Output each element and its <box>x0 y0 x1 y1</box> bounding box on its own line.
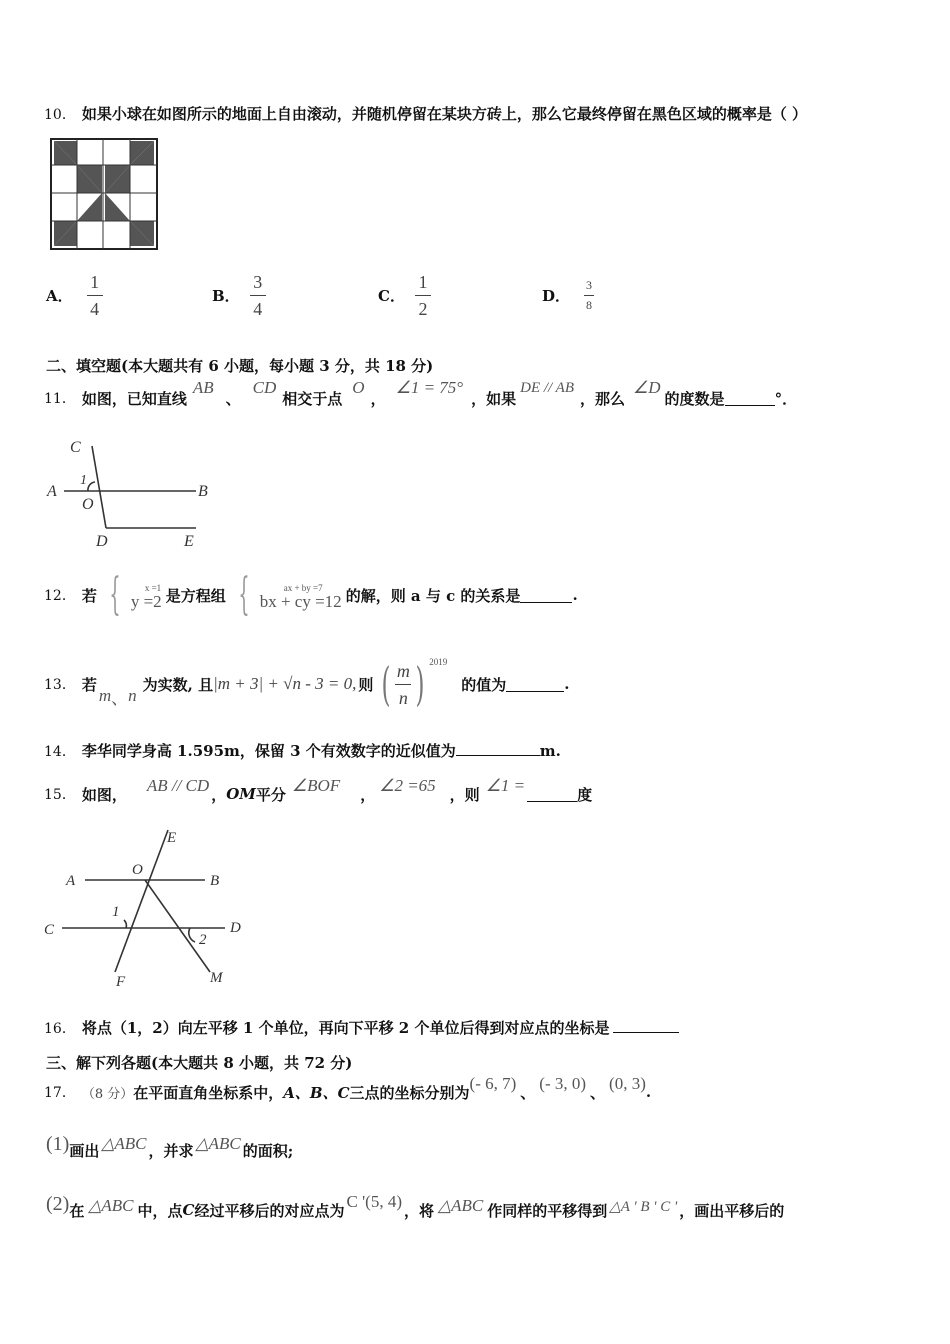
q11-label-c: C <box>70 439 81 456</box>
q13-stem <box>44 656 570 712</box>
q11-stem <box>44 380 797 416</box>
option-b-numerator: 3 <box>253 271 263 292</box>
q17-part2-triangle-1: △ABC <box>88 1196 134 1215</box>
q10-text: 如果小球在如图所示的地面上自由滚动，并随机停留在某块方砖上，那么它最终停留在黑色区域的概率是（ ） <box>81 105 808 123</box>
q17-part2-text-2: 中，点 <box>137 1201 183 1220</box>
q13-fraction-num: m <box>396 660 410 681</box>
q17-part-1 <box>46 1132 293 1168</box>
q15-math-angle2: ∠2 =65 <box>379 776 436 795</box>
section-3-title: 三、解下列各题(本大题共 8 小题，共 72 分) <box>46 1054 353 1072</box>
q11-label-b: B <box>198 483 208 500</box>
q12-text-3: 的解，则 a 与 c 的关系是 <box>345 586 521 605</box>
q15-label-f: F <box>116 974 126 990</box>
option-a-numerator: 1 <box>90 271 100 292</box>
q13-math-sep: 、 <box>111 688 129 708</box>
q15-label-b: B <box>210 873 220 889</box>
q12-sys2-bottom: bx + cy =12 <box>259 592 342 611</box>
q16-answer-blank[interactable] <box>613 1018 679 1033</box>
q11-math-ab: AB <box>192 378 214 397</box>
q11-label-a: A <box>47 483 57 500</box>
option-d-numerator: 3 <box>586 277 593 292</box>
q10-option-a[interactable] <box>46 270 103 320</box>
q17-text-3: . <box>645 1083 652 1101</box>
q12-text-2: 是方程组 <box>165 586 226 605</box>
q13-text-4: 的值为 <box>461 675 507 694</box>
q13-math-expression: |m + 3| + √n - 3 = 0, <box>213 674 357 693</box>
q11-label-d: D <box>96 533 108 550</box>
option-c-numerator: 1 <box>418 271 428 292</box>
q17-text-2: 三点的坐标分别为 <box>349 1083 470 1102</box>
q13-exponent: 2019 <box>429 657 448 667</box>
q15-text-4: ， <box>360 785 376 804</box>
q11-text-2: 、 <box>225 389 241 408</box>
q17-part2-text-1: 在 <box>69 1201 85 1220</box>
q13-text-3: 则 <box>358 675 374 694</box>
q11-text-4: ， <box>370 389 386 408</box>
q17-number: 17． <box>44 1085 76 1101</box>
q17-score: （8 分） <box>81 1086 134 1102</box>
q15-math-angle1: ∠1 = <box>485 776 526 795</box>
q13-text-2: 为实数, 且 <box>142 675 214 694</box>
q15-label-2: 2 <box>199 932 207 948</box>
q11-number: 11． <box>44 391 76 407</box>
q15-label-1: 1 <box>112 904 120 920</box>
q13-math-n: n <box>128 686 137 705</box>
section-2-title: 二、填空题(本大题共有 6 小题，每小题 3 分，共 18 分) <box>46 357 434 375</box>
q16-stem <box>44 1017 679 1038</box>
q12-sys1-top: x =1 <box>144 583 162 593</box>
option-a-fraction <box>87 272 103 319</box>
q17-part2-mark: (2) <box>46 1192 70 1215</box>
q13-answer-blank[interactable] <box>506 677 564 692</box>
q13-power-expression: ( $\frac{m}{n}$ ) 2019 <box>381 657 448 711</box>
q17-part1-mark: (1) <box>46 1132 70 1155</box>
q17-part2-text-6: ，画出平移后的 <box>679 1201 785 1220</box>
q14-text: 李华同学身高 1.595m，保留 3 个有效数字的近似值为 <box>81 742 456 760</box>
q11-math-cd: CD <box>252 378 277 397</box>
q15-label-a: A <box>66 873 76 889</box>
q17-part2-text-5: 作同样的平移得到 <box>487 1201 608 1220</box>
q10-stem <box>44 103 807 124</box>
q15-math-angle-bof: ∠BOF <box>291 776 341 795</box>
q13-text-1: 若 <box>81 675 97 694</box>
q12-system-1: { x =1 y =2 <box>109 569 162 620</box>
q15-text-1: 如图， <box>81 785 127 804</box>
q17-part1-text-1: 画出 <box>69 1141 100 1160</box>
q17-coord-a: (- 6, 7) <box>469 1074 517 1093</box>
q10-option-c[interactable] <box>378 270 431 320</box>
q15-math-parallel: AB // CD <box>146 776 210 795</box>
q16-text: 将点（1，2）向左平移 1 个单位，再向下平移 2 个单位后得到对应点的坐标是 <box>81 1019 610 1037</box>
q11-math-parallel: DE // AB <box>520 379 574 396</box>
q15-number: 15． <box>44 787 76 803</box>
q11-math-angle1: ∠1 = 75° <box>395 378 464 397</box>
q15-answer-blank[interactable] <box>527 787 577 802</box>
q11-text-5: ，如果 <box>471 389 517 408</box>
q15-text-6: 度 <box>577 785 593 804</box>
q11-math-o: O <box>352 378 365 397</box>
q13-fraction-den: n <box>398 687 408 708</box>
q11-answer-blank[interactable] <box>725 391 775 406</box>
q10-number: 10． <box>44 107 76 123</box>
q12-sys2-top: ax + by =7 <box>283 583 323 593</box>
option-b-denominator: 4 <box>253 298 263 319</box>
q17-part1-text-2: ，并求 <box>148 1141 194 1160</box>
q11-label-e: E <box>184 533 194 550</box>
q14-unit: m. <box>539 742 561 760</box>
q15-label-o: O <box>132 862 143 878</box>
q15-text-3: 平分 <box>255 785 286 804</box>
option-d-denominator: 8 <box>586 297 593 312</box>
q15-label-c: C <box>44 922 55 938</box>
q16-number: 16． <box>44 1021 76 1037</box>
q11-text-1: 如图，已知直线 <box>81 389 187 408</box>
q15-text-2: ， <box>211 785 227 804</box>
q15-label-m: M <box>210 970 223 986</box>
q11-figure <box>44 432 224 554</box>
q11-text-8: °． <box>774 389 798 408</box>
q17-part1-triangle-1: △ABC <box>101 1134 147 1153</box>
q15-label-d: D <box>230 920 241 936</box>
q11-text-6: ，那么 <box>580 389 626 408</box>
q15-stem <box>44 776 592 812</box>
option-b-label: B． <box>212 286 240 305</box>
option-d-label: D． <box>542 286 571 305</box>
q17-part2-point-c: C <box>182 1201 195 1219</box>
q11-text-7: 的度数是 <box>664 389 725 408</box>
q17-sep-1: 、 <box>520 1083 536 1102</box>
q17-part1-text-3: 的面积; <box>242 1141 294 1160</box>
option-c-denominator: 2 <box>418 298 428 319</box>
q11-label-1: 1 <box>80 473 87 488</box>
q14-number: 14． <box>44 744 76 760</box>
q17-part-2 <box>46 1190 784 1230</box>
q17-text-1: 在平面直角坐标系中， <box>133 1083 284 1102</box>
option-b-fraction <box>250 272 266 319</box>
q12-number: 12． <box>44 588 76 604</box>
q17-coord-b: (- 3, 0) <box>539 1074 587 1093</box>
q11-text-3: 相交于点 <box>282 389 343 408</box>
q14-stem <box>44 740 561 761</box>
q14-answer-blank[interactable] <box>456 741 540 756</box>
q12-text-1: 若 <box>81 586 97 605</box>
q10-tile-figure <box>50 138 158 250</box>
q12-sys1-bottom: y =2 <box>130 592 162 611</box>
q17-part2-point-c-prime: C '(5, 4) <box>346 1192 402 1211</box>
q17-coord-c: (0, 3) <box>609 1074 646 1093</box>
q17-part2-text-4: ，将 <box>404 1201 435 1220</box>
q13-number: 13． <box>44 677 76 693</box>
q11-math-angle-d: ∠D <box>633 378 661 397</box>
q15-figure <box>40 822 250 992</box>
q10-option-b[interactable] <box>212 270 266 320</box>
q17-part2-triangle-2: △ABC <box>438 1196 484 1215</box>
q13-text-5: . <box>564 675 570 693</box>
q17-part1-triangle-2: △ABC <box>195 1134 241 1153</box>
q17-points: A、B、C <box>283 1083 350 1102</box>
q17-stem <box>44 1072 651 1112</box>
option-d-fraction <box>584 279 594 312</box>
q11-label-o: O <box>82 496 94 513</box>
q12-system-2: { ax + by =7 bx + cy =12 <box>238 569 342 620</box>
q12-stem <box>44 570 578 620</box>
q15-label-e: E <box>167 830 177 846</box>
q13-fraction <box>395 661 411 708</box>
q17-sep-2: 、 <box>590 1083 606 1102</box>
q13-math-m: m <box>98 686 112 705</box>
option-a-label: A． <box>46 286 73 305</box>
q10-option-d[interactable] <box>542 270 594 320</box>
q17-part2-text-3: 经过平移后的对应点为 <box>194 1201 345 1220</box>
option-c-fraction <box>415 272 431 319</box>
q15-text-5: ，则 <box>449 785 480 804</box>
q12-answer-blank[interactable] <box>520 588 572 603</box>
q12-text-4: . <box>572 586 578 604</box>
option-c-label: C． <box>378 286 405 305</box>
q15-om: OM <box>226 785 256 803</box>
q17-part2-triangle-prime: △A ' B ' C ' <box>609 1198 678 1215</box>
option-a-denominator: 4 <box>90 298 100 319</box>
